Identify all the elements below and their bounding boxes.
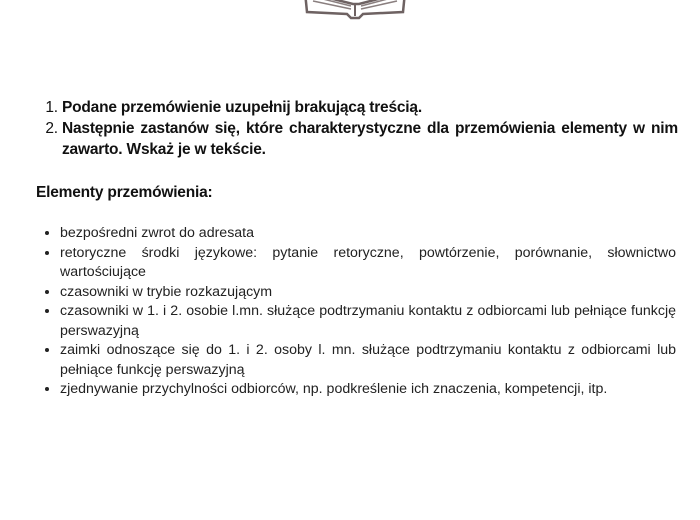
list-item: • czasowniki w trybie rozkazującym bbox=[60, 283, 676, 303]
task-item: 1. Podane przemówienie uzupełnij brakującą treścią. bbox=[62, 97, 678, 118]
list-item: • czasowniki w 1. i 2. osobie l.mn. służące podtrzymaniu kontaktu z odbiorcami lub pełniące funkcję perswazyjną bbox=[60, 302, 676, 341]
list-item: • retoryczne środki językowe: pytanie retoryczne, powtórzenie, porównanie, słownictwo wartościujące bbox=[60, 244, 676, 283]
list-item: • zaimki odnoszące się do 1. i 2. osoby l. mn. służące podtrzymaniu kontaktu z odbiorcami lub pełniące funkcję perswazyjną bbox=[60, 341, 676, 380]
elements-list bbox=[36, 224, 676, 400]
list-item: • bezpośredni zwrot do adresata bbox=[60, 224, 676, 244]
elements-heading: Elementy przemówienia: bbox=[36, 184, 213, 201]
list-item: • zjednywanie przychylności odbiorców, np. podkreślenie ich znaczenia, kompetencji, itp. bbox=[60, 380, 676, 400]
open-book-icon bbox=[303, 0, 407, 20]
task-item: 2. Następnie zastanów się, które charakterystyczne dla przemówienia elementy w nim zawarto. Wskaż je w tekście. bbox=[62, 118, 678, 160]
task-list bbox=[36, 97, 678, 160]
